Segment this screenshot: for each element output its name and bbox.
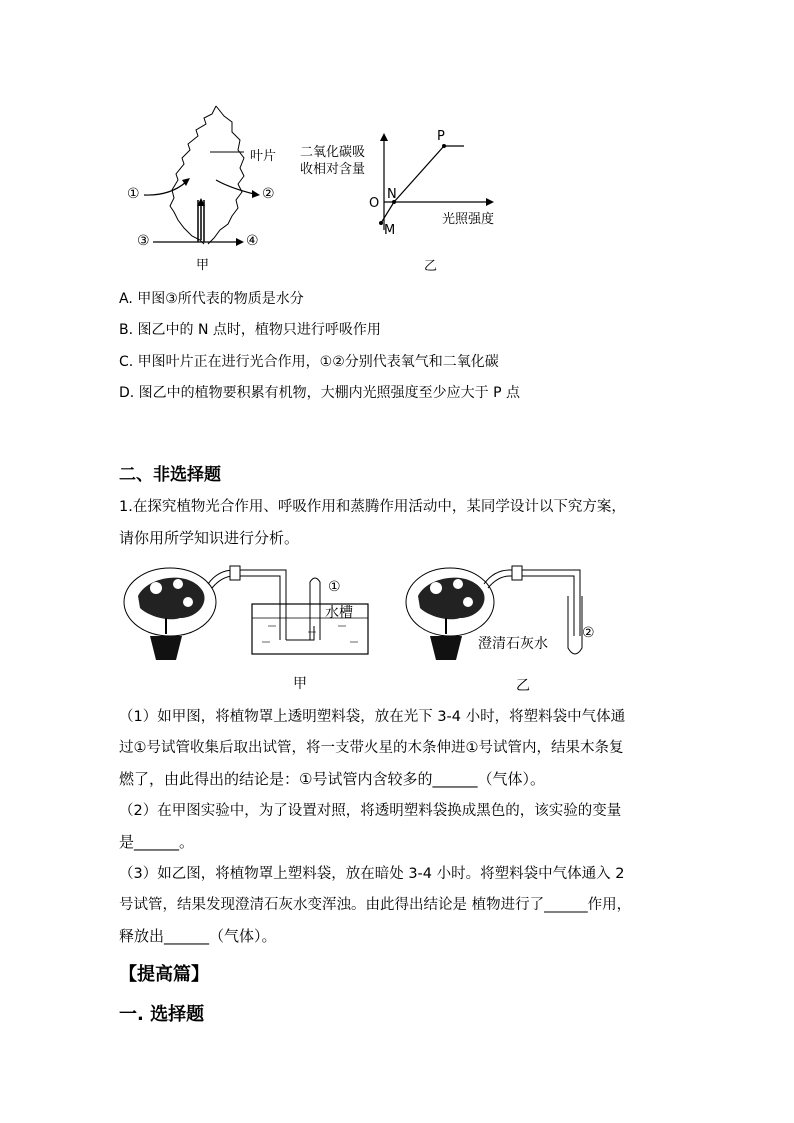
figure2-caption: 乙 (424, 259, 438, 274)
sub3-line-2: 号试管，结果发现澄清石灰水变浑浊。由此得出结论是 植物进行了______作用， (119, 897, 632, 913)
sub2-line-1: （2）在甲图实验中，为了设置对照，将透明塑料袋换成黑色的，该实验的变量 (119, 803, 622, 819)
sub1-line-2: 过①号试管收集后取出试管，将一支带火星的木条伸进①号试管内，结果木条复 (119, 740, 624, 756)
exp-caption-right: 乙 (516, 678, 530, 694)
figure1-caption: 甲 (196, 258, 210, 273)
marker-2: ② (262, 186, 275, 202)
sub2-line-2: 是______。 (119, 833, 195, 851)
sub1-line-1: （1）如甲图，将植物罩上透明塑料袋，放在光下 3-4 小时，将塑料袋中气体通 (119, 709, 626, 725)
graph-ylabel-1: 二氧化碳吸 (300, 145, 366, 160)
point-p (442, 144, 446, 148)
water-tank-label: 水槽 (325, 605, 353, 621)
marker-3: ③ (137, 233, 150, 249)
section-2-title: 二、非选择题 (119, 465, 221, 485)
tube-1-label: ① (328, 579, 341, 595)
q1-line-2: 请你用所学知识进行分析。 (119, 529, 300, 547)
graph-xlabel: 光照强度 (442, 212, 495, 227)
sub3-line-3: 释放出______（气体）。 (119, 927, 277, 945)
marker-1: ① (127, 186, 140, 202)
graph-origin-label: O (369, 196, 380, 211)
graph-point-m-label: M (384, 223, 396, 238)
q1-line-1: 1.在探究植物光合作用、呼吸作用和蒸腾作用活动中，某同学设计以下究方案， (119, 499, 626, 515)
graph-ylabel-2: 收相对含量 (300, 162, 366, 177)
option-b: B. 图乙中的 N 点时，植物只进行呼吸作用 (119, 322, 381, 338)
option-d: D. 图乙中的植物要积累有机物，大棚内光照强度至少应大于 P 点 (119, 385, 521, 401)
sub3-line-1: （3）如乙图，将植物罩上塑料袋，放在暗处 3-4 小时。将塑料袋中气体通入 2 (119, 866, 625, 882)
marker-4: ④ (246, 233, 259, 249)
section-1-title: 一. 选择题 (119, 1004, 205, 1025)
leaf-label: 叶片 (250, 149, 277, 164)
sub1-line-3: 燃了，由此得出的结论是：①号试管内含较多的______（气体）。 (119, 770, 545, 788)
light-co2-graph (360, 125, 510, 245)
option-a: A. 甲图③所代表的物质是水分 (119, 291, 304, 307)
graph-point-n-label: N (387, 187, 397, 202)
graph-point-p-label: P (437, 129, 445, 144)
plant-bag-left (124, 566, 286, 660)
point-m (379, 221, 383, 225)
advanced-title: 【提高篇】 (119, 964, 209, 985)
exp-caption-left: 甲 (293, 676, 307, 692)
limewater-label: 澄清石灰水 (478, 636, 548, 652)
option-c: C. 甲图叶片正在进行光合作用，①②分别代表氧气和二氧化碳 (119, 354, 499, 370)
tube-2-label: ② (582, 625, 595, 641)
leaf-outline (170, 106, 244, 244)
